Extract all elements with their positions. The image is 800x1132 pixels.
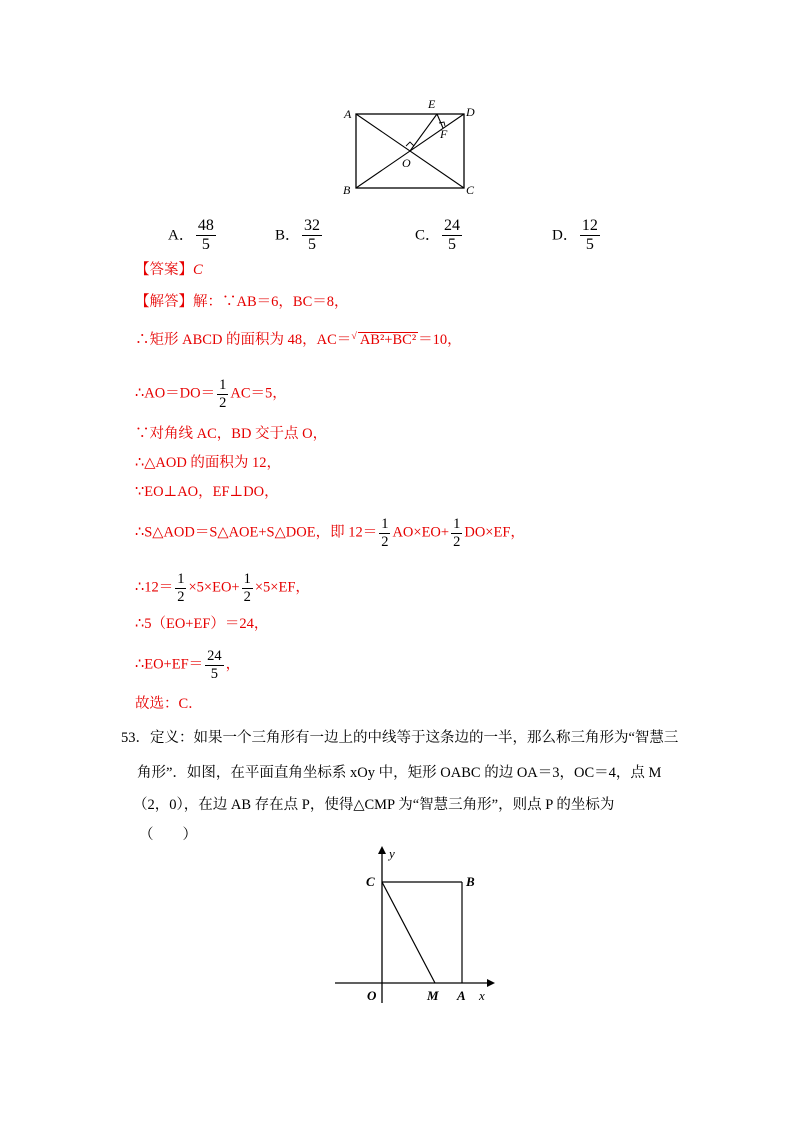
option-d[interactable]: D． $\frac{12}{5}$ [552, 217, 598, 254]
option-a[interactable]: A． $\frac{48}{5}$ [168, 217, 214, 254]
question-53-line-4: （ ） [139, 827, 197, 843]
label-x: x [479, 988, 485, 1003]
solution-line-6: ∵EO⊥AO，EF⊥DO， [135, 484, 279, 500]
solution-line-5: ∴△AOD 的面积为 12， [135, 455, 282, 471]
label-b: B [343, 183, 351, 197]
coordinate-figure [325, 840, 500, 1010]
right-angle-o [406, 142, 414, 146]
label-b: B [466, 874, 475, 889]
label-c: C [366, 874, 375, 889]
solution-line-2: ∴矩形 ABCD 的面积为 48，AC＝√ AB²+BC² ＝10， [135, 331, 462, 348]
label-o: O [367, 988, 377, 1003]
solution-line-11: 故选：C． [135, 696, 203, 712]
label-e: E [428, 97, 436, 111]
label-a: A [344, 107, 352, 121]
solution-line-7: ∴S△AOD＝S△AOE+S△DOE，即 12＝ $\frac{1}{2}$ AO×EO+ $\frac{1}{2}$ DO×EF， [135, 516, 525, 550]
solution-line-1: 【解答】解：∵AB＝6，BC＝8， [135, 294, 349, 310]
label-f: F [440, 127, 448, 141]
question-53-line-3: （2，0），在边 AB 存在点 P，使得△CMP 为“智慧三角形”，则点 P 的坐标为 [133, 797, 615, 813]
solution-line-3: ∴AO＝DO＝ $\frac{1}{2}$ AC＝5， [135, 377, 287, 411]
solution-line-10: ∴EO+EF＝ $\frac{24}{5}$ ， [135, 648, 241, 682]
option-b[interactable]: B． $\frac{32}{5}$ [275, 217, 321, 254]
question-53-line-1: 53．定义：如果一个三角形有一边上的中线等于这条边的一半，那么称三角形为“智慧三 [121, 730, 679, 746]
segment-cm [382, 882, 435, 983]
label-d: D [466, 105, 475, 119]
label-a: A [457, 988, 466, 1003]
y-axis-arrow [378, 846, 386, 854]
option-c[interactable]: C． $\frac{24}{5}$ [415, 217, 461, 254]
label-m: M [427, 988, 439, 1003]
label-c: C [466, 183, 475, 197]
solution-line-9: ∴5（EO+EF）＝24， [135, 616, 269, 632]
rectangle-figure [340, 95, 480, 205]
question-53-line-2: 角形”．如图，在平面直角坐标系 xOy 中，矩形 OABC 的边 OA＝3，OC＝4，点 M [137, 765, 662, 781]
solution-line-4: ∵对角线 AC，BD 交于点 O， [135, 426, 328, 442]
answer-line: 【答案】C [135, 262, 203, 278]
segment-ef [437, 114, 443, 128]
label-o: O [402, 156, 411, 170]
x-axis-arrow [487, 979, 495, 987]
solution-line-8: ∴12＝ $\frac{1}{2}$ ×5×EO+ $\frac{1}{2}$ ×5×EF， [135, 571, 310, 605]
label-y: y [389, 846, 395, 861]
sqrt-expression: AB²+BC² [359, 332, 417, 348]
